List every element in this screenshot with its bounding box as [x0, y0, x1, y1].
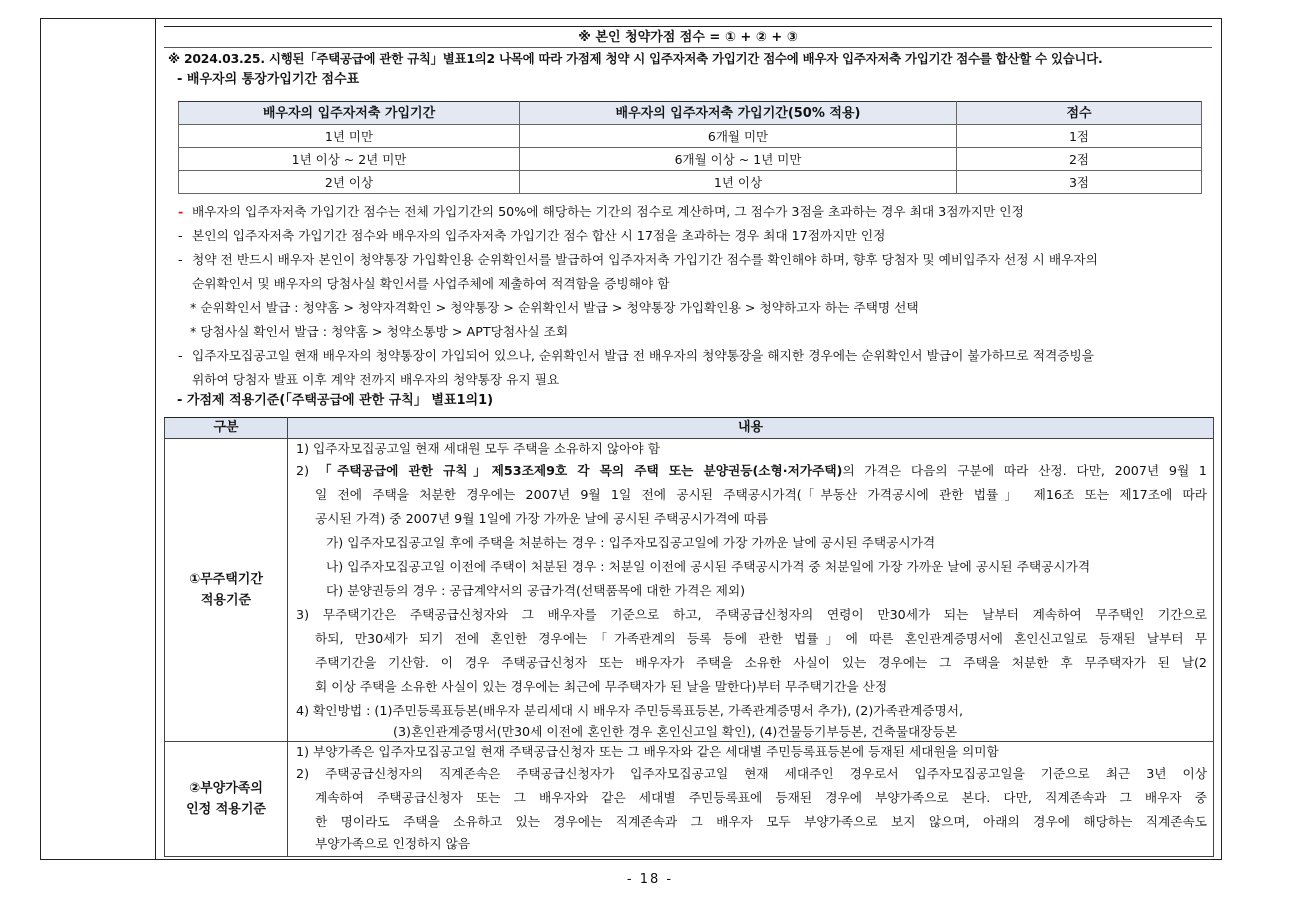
- bullet-text: 순위확인서 및 배우자의 당첨사실 확인서를 사업주체에 제출하여 적격함을 증빙해야 함: [192, 276, 670, 291]
- content-line: 1) 부양가족은 입주자모집공고일 현재 주택공급신청자 또는 그 배우자와 같은 세대별 주민등록표등본에 등재된 세대원을 의미함: [296, 744, 999, 759]
- content-line: 2) 「주택공급에 관한 규칙」제53조제9호 각 목의 주택 또는 분양권등(소형·저가주택)의 가격은 다음의 구분에 따라 산정. 다만, 2007년 9월 1: [296, 463, 1207, 478]
- content-line: 3) 무주택기간은 주택공급신청자와 그 배우자를 기준으로 하고, 주택공급신청자의 연령이 만30세가 되는 날부터 계속하여 무주택인 기간으로: [296, 607, 1207, 622]
- list-item: [178, 320, 1212, 344]
- table-cell: 2년 이상: [179, 171, 520, 194]
- content-line: 공시된 가격) 중 2007년 9월 1일에 가장 가까운 날에 공시된 주택공시가격에 따름: [315, 511, 769, 526]
- score-table-header: [179, 102, 1202, 125]
- dependents-content: [288, 742, 1214, 857]
- table-row: [179, 171, 1202, 194]
- col-header-content: 내용: [288, 418, 1214, 439]
- col-header-category: 구분: [165, 418, 288, 439]
- spouse-score-notes: [178, 200, 1212, 392]
- table-cell: 1년 이상: [520, 171, 957, 194]
- content-line: 일 전에 주택을 처분한 경우에는 2007년 9월 1일 전에 공시된 주택공시가격(「부동산 가격공시에 관한 법률」 제16조 또는 제17조에 따라: [315, 487, 1207, 502]
- page-number: - 18 -: [626, 872, 674, 887]
- content-area: [164, 19, 1212, 859]
- bullet-text: 청약 전 반드시 배우자 본인이 청약통장 가입확인용 순위확인서를 발급하여 입주자저축 가입기간 점수를 확인해야 하며, 향후 당첨자 및 예비입주자 선정 시 배우자의: [192, 252, 1098, 267]
- list-item: [178, 296, 1212, 320]
- list-item-continuation: [178, 368, 1212, 392]
- content-line: 4) 확인방법 : (1)주민등록표등본(배우자 분리세대 시 배우자 주민등록표등본, 가족관계증명서 추가), (2)가족관계증명서,: [296, 703, 964, 718]
- table-cell: 6개월 이상 ~ 1년 미만: [520, 148, 957, 171]
- content-line: 다) 분양권등의 경우 : 공급계약서의 공급가격(선택품목에 대한 가격은 제외): [326, 583, 746, 598]
- notice-text: ※ 2024.03.25. 시행된「주택공급에 관한 규칙」별표1의2 나목에 따라 가점제 청약 시 입주자저축 가입기간 점수에 배우자 입주자저축 가입기간 점수를 합산할 수 있습니다.: [168, 51, 1103, 66]
- list-item-continuation: [178, 272, 1212, 296]
- content-line: 한 명이라도 주택을 소유하고 있는 경우에는 직계존속과 그 배우자 모두 부양가족으로 보지 않으며, 아래의 경우에 해당하는 직계존속도: [315, 814, 1207, 829]
- table-cell: 6개월 미만: [520, 125, 957, 148]
- category-no-home-period: ①무주택기간 적용기준: [165, 439, 288, 742]
- left-margin-column: [41, 19, 156, 859]
- page-title: ※ 본인 청약가점 점수 = ① + ② + ③: [578, 30, 798, 45]
- bullet-text: * 당첨사실 확인서 발급 : 청약홈 > 청약소통방 > APT당첨사실 조회: [190, 324, 569, 339]
- list-item: [178, 248, 1212, 272]
- content-line: 주택기간을 기산함. 이 경우 주택공급신청자 또는 배우자가 주택을 소유한 사실이 있는 경우에는 그 주택을 처분한 후 무주택자가 된 날(2: [315, 655, 1207, 670]
- table-row: [165, 742, 1214, 857]
- bullet-text: 위하여 당첨자 발표 이후 계약 전까지 배우자의 청약통장 유지 필요: [192, 372, 560, 387]
- spouse-score-table: [178, 101, 1202, 194]
- table-cell: 1점: [957, 125, 1202, 148]
- spouse-score-heading: - 배우자의 통장가입기간 점수표: [177, 72, 360, 87]
- list-item: [178, 200, 1212, 224]
- bullet-text: * 순위확인서 발급 : 청약홈 > 청약자격확인 > 청약통장 > 순위확인서 발급 > 청약통장 가입확인용 > 청약하고자 하는 주택명 선택: [190, 300, 919, 315]
- category-dependents: ②부양가족의 인정 적용기준: [165, 742, 288, 857]
- content-line: 2) 주택공급신청자의 직계존속은 주택공급신청자가 입주자모집공고일 현재 세대주인 경우로서 입주자모집공고일을 기준으로 최근 3년 이상: [296, 766, 1207, 781]
- list-item: [178, 224, 1212, 248]
- bullet-dash: -: [178, 228, 183, 243]
- bullet-dash: -: [178, 204, 184, 219]
- top-rule: [164, 26, 1212, 27]
- score-header-period-50: 배우자의 입주자저축 가입기간(50% 적용): [520, 102, 957, 125]
- page-frame: [40, 18, 1222, 860]
- score-header-period: 배우자의 입주자저축 가입기간: [179, 102, 520, 125]
- table-cell: 3점: [957, 171, 1202, 194]
- criteria-table: [164, 417, 1214, 857]
- table-cell: 2점: [957, 148, 1202, 171]
- content-line: 하되, 만30세가 되기 전에 혼인한 경우에는「가족관계의 등록 등에 관한 법률」에 따른 혼인관계증명서에 혼인신고일로 등재된 날부터 무: [315, 631, 1207, 646]
- content-line: (3)혼인관계증명서(만30세 이전에 혼인한 경우 혼인신고일 확인), (4)건물등기부등본, 건축물대장등본: [393, 724, 958, 739]
- table-row: [179, 148, 1202, 171]
- content-line: 회 이상 주택을 소유한 사실이 있는 경우에는 최근에 무주택자가 된 날을 말한다)부터 무주택기간을 산정: [315, 679, 888, 694]
- criteria-heading: - 가점제 적용기준(「주택공급에 관한 규칙」 별표1의1): [177, 393, 494, 408]
- table-row: [179, 125, 1202, 148]
- content-line: 계속하여 주택공급신청자 또는 그 배우자와 같은 세대별 주민등록표에 등재된 경우에 부양가족으로 본다. 다만, 직계존속과 그 배우자 중: [315, 790, 1207, 805]
- bullet-dash: -: [178, 252, 183, 267]
- table-row: [165, 439, 1214, 742]
- bullet-text: 배우자의 입주자저축 가입기간 점수는 전체 가입기간의 50%에 해당하는 기간의 점수로 계산하며, 그 점수가 3점을 초과하는 경우 최대 3점까지만 인정: [192, 204, 1024, 219]
- bold-rule-ref: 「주택공급에 관한 규칙」제53조제9호 각 목의 주택 또는 분양권등(소형·저가주택): [318, 463, 843, 478]
- content-line: 1) 입주자모집공고일 현재 세대원 모두 주택을 소유하지 않아야 함: [296, 441, 660, 456]
- content-line: 나) 입주자모집공고일 이전에 주택이 처분된 경우 : 처분일 이전에 공시된 주택공시가격 중 처분일에 가장 가까운 날에 공시된 주택공시가격: [326, 559, 1091, 574]
- bullet-text: 입주자모집공고일 현재 배우자의 청약통장이 가입되어 있으나, 순위확인서 발급 전 배우자의 청약통장을 해지한 경우에는 순위확인서 발급이 불가하므로 적격증빙을: [192, 348, 1094, 363]
- table-cell: 1년 이상 ~ 2년 미만: [179, 148, 520, 171]
- score-header-points: 점수: [957, 102, 1202, 125]
- criteria-table-header: [165, 418, 1214, 439]
- bullet-dash: -: [178, 348, 183, 363]
- table-cell: 1년 미만: [179, 125, 520, 148]
- content-line: 부양가족으로 인정하지 않음: [315, 836, 471, 851]
- bullet-text: 본인의 입주자저축 가입기간 점수와 배우자의 입주자저축 가입기간 점수 합산 시 17점을 초과하는 경우 최대 17점까지만 인정: [192, 228, 886, 243]
- no-home-period-content: [288, 439, 1214, 742]
- list-item: [178, 344, 1212, 368]
- content-line: 가) 입주자모집공고일 후에 주택을 처분하는 경우 : 입주자모집공고일에 가장 가까운 날에 공시된 주택공시가격: [326, 535, 936, 550]
